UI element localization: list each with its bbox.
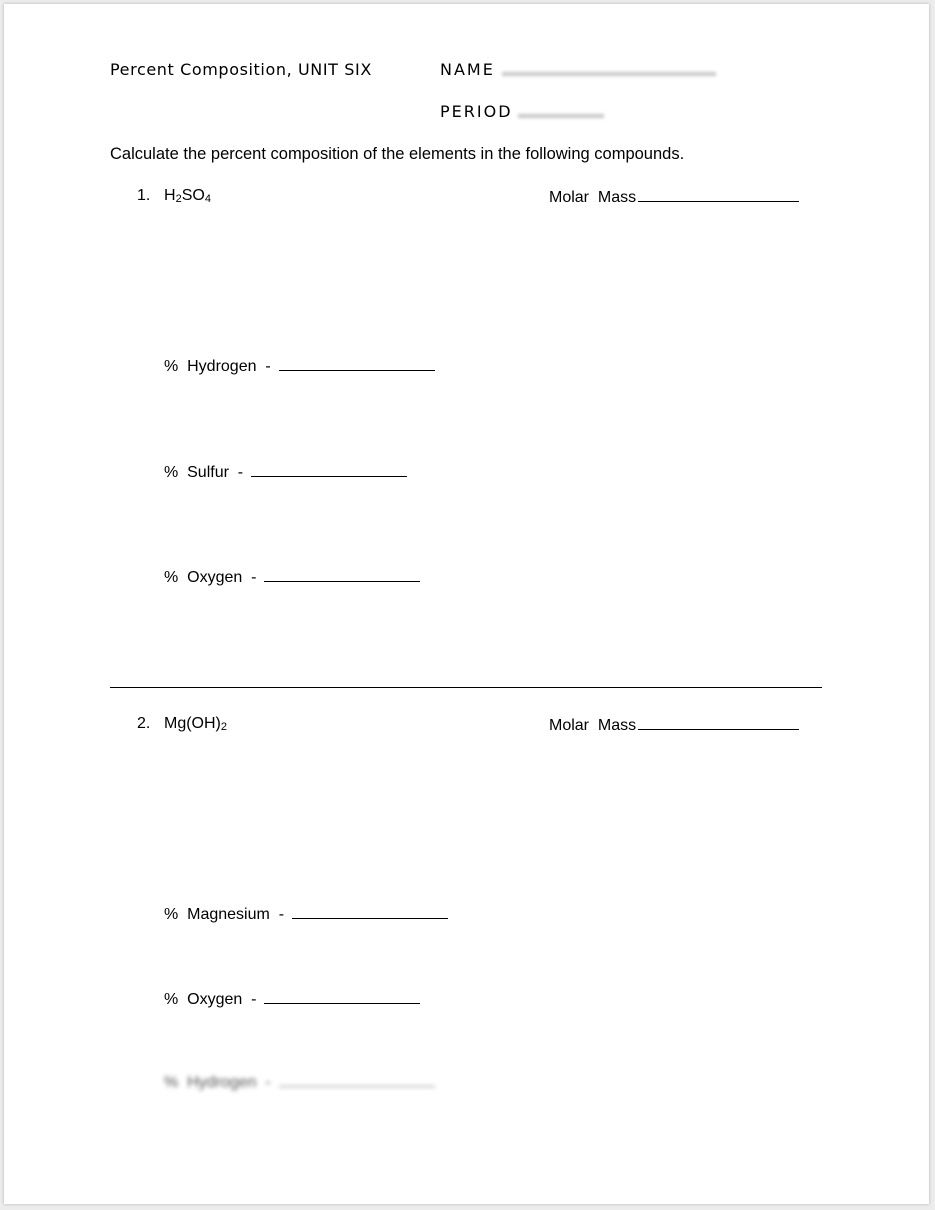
element-label: % Oxygen - xyxy=(164,569,257,586)
period-field[interactable] xyxy=(518,114,604,118)
period-label: PERIOD xyxy=(440,102,513,121)
molar-mass-label: Molar Mass xyxy=(549,717,637,734)
element-label: % Oxygen - xyxy=(164,991,257,1008)
instructions: Calculate the percent composition of the elements in the following compounds. xyxy=(110,145,685,163)
problem-1-sulfur-row xyxy=(164,462,407,482)
answer-blank[interactable] xyxy=(264,567,420,582)
problem-1-formula: $H_2SO_4$ xyxy=(164,187,211,205)
answer-blank[interactable] xyxy=(264,989,420,1004)
answer-blank[interactable] xyxy=(292,904,448,919)
problem-1-oxygen-row xyxy=(164,567,420,587)
problem-2-formula: $Mg(OH)_2$ xyxy=(164,715,228,733)
name-label: NAME xyxy=(440,60,495,79)
answer-blank[interactable] xyxy=(279,1072,435,1087)
element-label: % Hydrogen - xyxy=(164,358,271,375)
worksheet-page xyxy=(4,4,929,1204)
element-label: % Sulfur - xyxy=(164,464,244,481)
name-field[interactable] xyxy=(502,72,716,76)
problem-2-molar-mass xyxy=(549,715,799,735)
problem-2-number: 2. xyxy=(137,715,151,732)
problem-2-oxygen-row xyxy=(164,989,420,1009)
answer-blank[interactable] xyxy=(279,356,435,371)
molar-mass-label: Molar Mass xyxy=(549,189,637,206)
molar-mass-blank[interactable] xyxy=(638,715,799,730)
answer-blank[interactable] xyxy=(251,462,407,477)
section-divider xyxy=(110,687,822,688)
problem-1-molar-mass xyxy=(549,187,799,207)
problem-2-magnesium-row xyxy=(164,904,448,924)
element-label: % Magnesium - xyxy=(164,906,285,923)
problem-1-hydrogen-row xyxy=(164,356,435,376)
worksheet-title: Percent Composition, UNIT SIX xyxy=(110,60,372,79)
element-label: % Hydrogen - xyxy=(164,1074,271,1091)
problem-1-number: 1. xyxy=(137,187,151,204)
molar-mass-blank[interactable] xyxy=(638,187,799,202)
problem-2-hydrogen-row xyxy=(164,1072,435,1092)
